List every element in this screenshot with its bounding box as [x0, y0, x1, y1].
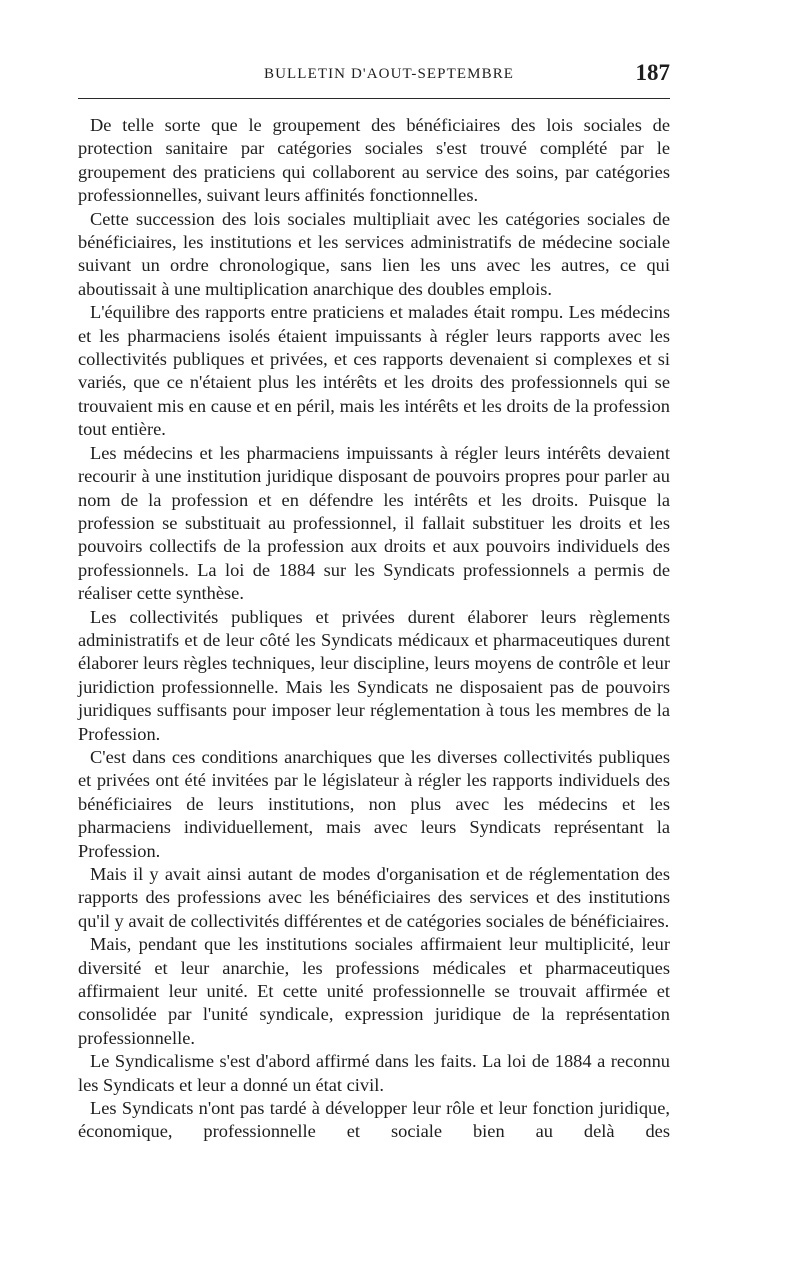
paragraph: Les collectivités publiques et privées durent élaborer leurs règlements administratifs et de leur côté les Syndicats médicaux et pharmaceutiques durent élaborer leurs règles techniques, leur discipline, leurs moyens de contrôle et leur juridiction professionnelle. Mais les Syndicats ne disposaient pas de pouvoirs juridiques suffisants pour imposer leur réglementation à tous les membres de la Profession.	[78, 606, 670, 744]
paragraph: Mais il y avait ainsi autant de modes d'organisation et de réglementation des rapports des professions avec les bénéficiaires des services et des institutions qu'il y avait de collectivités différentes et de catégories sociales de bénéficiaires.	[78, 864, 670, 931]
paragraph: Cette succession des lois sociales multipliait avec les catégories sociales de bénéficiaires, les institutions et les services administratifs de médecine sociale suivant un ordre chronologique, sans lien les uns avec les autres, ce qui aboutissait à une multiplication anarchique des doubles emplois.	[78, 208, 670, 299]
paragraph: C'est dans ces conditions anarchiques que les diverses collectivités publiques et privées ont été invitées par le législateur à régler les rapports individuels des bénéficiaires de leurs institutions, non plus avec les médecins et les pharmaciens individuellement, mais avec leurs Syndicats représentant la Profession.	[78, 746, 670, 861]
paragraph: L'équilibre des rapports entre praticiens et malades était rompu. Les médecins et les pharmaciens isolés étaient impuissants à régler leurs rapports avec les collectivités publiques et privées, et ces rapports devenaient si complexes et si variés, que ce n'étaient plus les intérêts et les droits des professionnels qui se trouvaient mis en cause et en péril, mais les intérêts et les droits de la profession tout entière.	[78, 302, 670, 440]
paragraph: Les Syndicats n'ont pas tardé à développer leur rôle et leur fonction juridique, économique, professionnelle et sociale bien au delà des	[78, 1098, 670, 1142]
paragraph: Le Syndicalisme s'est d'abord affirmé dans les faits. La loi de 1884 a reconnu les Syndicats et leur a donné un état civil.	[78, 1051, 670, 1095]
header-rule	[78, 98, 670, 99]
paragraph: De telle sorte que le groupement des bénéficiaires des lois sociales de protection sanitaire par catégories sociales s'est trouvé complété par le groupement des praticiens qui collaborent au service des soins, par catégories professionnelles, suivant leurs affinités fonctionnelles.	[78, 115, 670, 206]
page-number: 187	[635, 60, 670, 85]
running-title: BULLETIN D'AOUT-SEPTEMBRE	[264, 66, 515, 82]
paragraph: Les médecins et les pharmaciens impuissants à régler leurs intérêts devaient recourir à une institution juridique disposant de pouvoirs propres pour parler au nom de la profession et en défendre les intérêts et les droits. Puisque la profession se substituait au professionnel, il fallait substituer les droits et les pouvoirs collectifs de la profession aux droits et aux pouvoirs individuels des professionnels. La loi de 1884 sur les Syndicats professionnels a permis de réaliser cette synthèse.	[78, 442, 670, 604]
body-text	[78, 114, 670, 1144]
page-header	[78, 58, 670, 88]
paragraph: Mais, pendant que les institutions sociales affirmaient leur multiplicité, leur diversité et leur anarchie, les professions médicales et pharmaceutiques affirmaient leur unité. Et cette unité professionnelle se trouvait affirmée et consolidée par l'unité syndicale, expression juridique de la représentation professionnelle.	[78, 934, 670, 1048]
